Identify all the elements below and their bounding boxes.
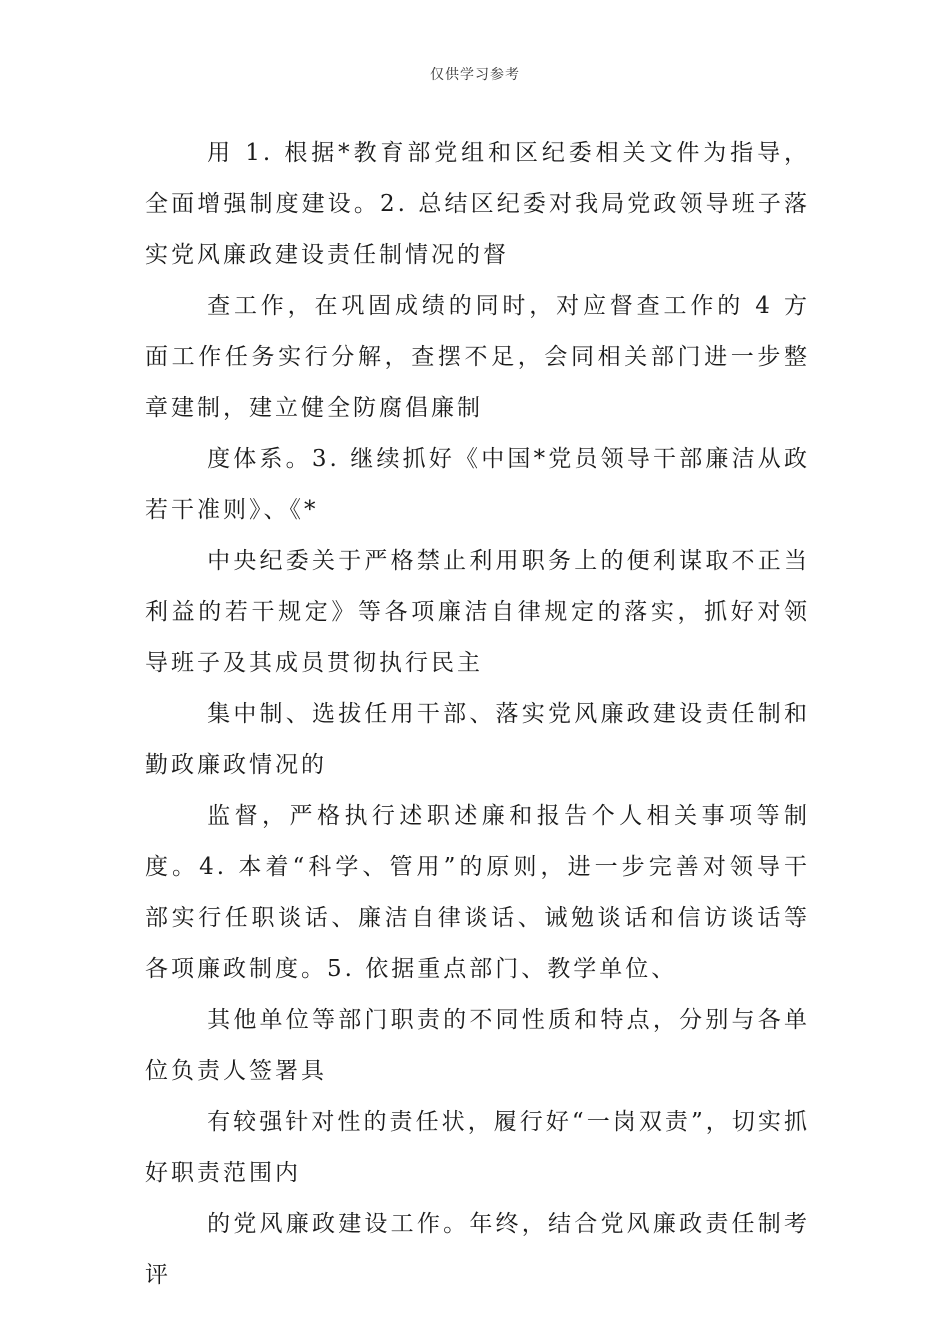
paragraph: 的党风廉政建设工作。年终，结合党风廉政责任制考评 xyxy=(145,1211,810,1288)
page-header: 仅供学习参考 xyxy=(430,67,520,83)
paragraph: 集中制、选拔任用干部、落实党风廉政建设责任制和勤政廉政情况的 xyxy=(145,701,810,778)
document-body xyxy=(145,128,810,1301)
paragraph: 用 1. 根据*教育部党组和区纪委相关文件为指导，全面增强制度建设。2. 总结区纪委对我局党政领导班子落实党风廉政建设责任制情况的督 xyxy=(145,140,810,268)
paragraph: 其他单位等部门职责的不同性质和特点，分别与各单位负责人签署具 xyxy=(145,1007,810,1084)
paragraph: 有较强针对性的责任状，履行好“一岗双责”，切实抓好职责范围内 xyxy=(145,1109,810,1186)
paragraph: 度体系。3. 继续抓好《中国*党员领导干部廉洁从政若干准则》、《* xyxy=(145,446,810,523)
paragraph: 监督，严格执行述职述廉和报告个人相关事项等制度。4. 本着“科学、管用”的原则，进一步完善对领导干部实行任职谈话、廉洁自律谈话、诫勉谈话和信访谈话等各项廉政制度。5. 依据重点部门、教学单位、 xyxy=(145,803,810,982)
paragraph: 查工作，在巩固成绩的同时，对应督查工作的 4 方面工作任务实行分解，查摆不足，会同相关部门进一步整章建制，建立健全防腐倡廉制 xyxy=(145,293,810,421)
paragraph: 中央纪委关于严格禁止利用职务上的便利谋取不正当利益的若干规定》等各项廉洁自律规定的落实，抓好对领导班子及其成员贯彻执行民主 xyxy=(145,548,810,676)
